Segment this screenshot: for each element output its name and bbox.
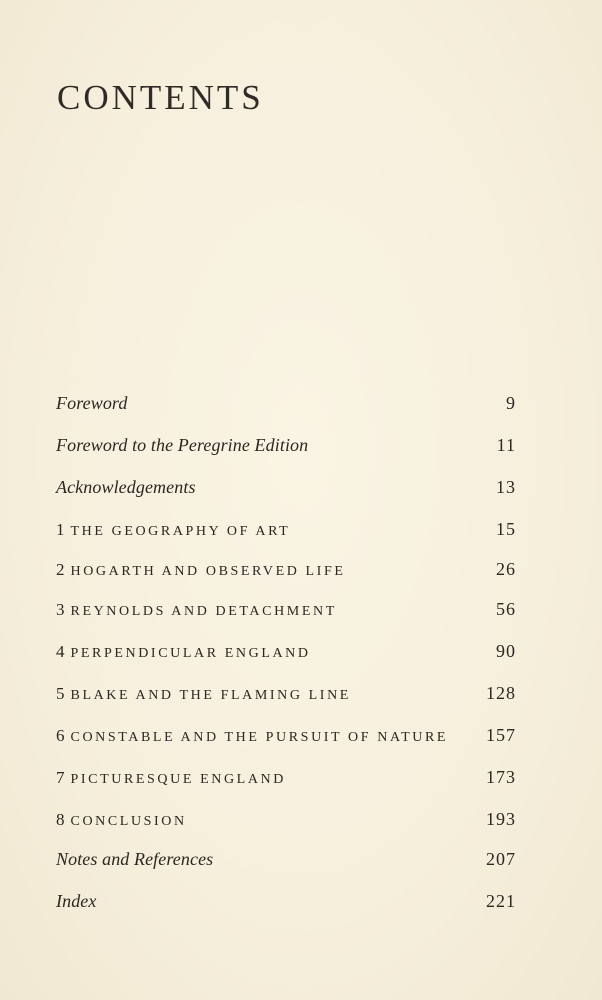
toc-entry-chapter-1 [56,512,516,552]
toc-entry-chapter-3 [56,592,516,634]
page-title: CONTENTS [57,78,264,117]
toc-entry-title: Foreword [56,393,128,413]
toc-entry-acknowledgements [56,470,516,512]
chapter-number: 2 [56,560,65,579]
toc-entry-title: Index [56,891,97,911]
chapter-title: CONSTABLE AND THE PURSUIT OF NATURE [70,730,449,745]
toc-entry-title: Acknowledgements [56,477,196,497]
toc-page-number: 128 [486,683,516,703]
toc-page-number: 90 [496,641,516,661]
toc-page-number: 173 [486,767,516,787]
chapter-number: 8 [56,810,65,829]
toc-entry-title [56,761,286,797]
toc-entry-title [56,635,311,671]
toc-page-number: 56 [496,599,516,619]
chapter-title: HOGARTH AND OBSERVED LIFE [70,564,346,579]
toc-page-number: 26 [496,559,516,579]
toc-entry-chapter-7 [56,760,516,802]
toc-entry-title [56,513,290,549]
toc-entry-chapter-4 [56,634,516,676]
toc-entry-title [56,677,351,713]
chapter-title: PERPENDICULAR ENGLAND [70,646,311,661]
toc-page-number: 193 [486,809,516,829]
toc-entry-peregrine-foreword [56,428,516,470]
chapter-number: 4 [56,642,65,661]
chapter-title: THE GEOGRAPHY OF ART [70,524,291,539]
toc-page-number: 13 [496,477,516,497]
chapter-number: 7 [56,768,65,787]
chapter-title: BLAKE AND THE FLAMING LINE [70,688,351,703]
chapter-number: 5 [56,684,65,703]
toc-page-number: 157 [486,725,516,745]
chapter-title: REYNOLDS AND DETACHMENT [70,604,337,619]
toc-entry-title [56,803,187,839]
chapter-title: PICTURESQUE ENGLAND [70,772,286,787]
toc-entry-chapter-6 [56,718,516,760]
chapter-number: 1 [56,520,65,539]
toc-page-number: 15 [496,519,516,539]
table-of-contents [56,386,516,926]
toc-page-number: 207 [486,849,516,869]
chapter-number: 3 [56,600,65,619]
toc-page-number: 221 [486,891,516,911]
toc-entry-title: Notes and References [56,849,214,869]
toc-entry-title: Foreword to the Peregrine Edition [56,435,309,455]
toc-entry-chapter-2 [56,552,516,592]
toc-entry-notes [56,842,516,884]
toc-page-number: 11 [496,435,516,455]
toc-entry-foreword [56,386,516,428]
toc-entry-title [56,719,448,755]
toc-entry-title [56,553,346,589]
toc-entry-chapter-5 [56,676,516,718]
toc-entry-chapter-8 [56,802,516,842]
toc-entry-title [56,593,337,629]
chapter-number: 6 [56,726,65,745]
toc-entry-index [56,884,516,926]
toc-page-number: 9 [506,393,516,413]
chapter-title: CONCLUSION [70,814,187,829]
